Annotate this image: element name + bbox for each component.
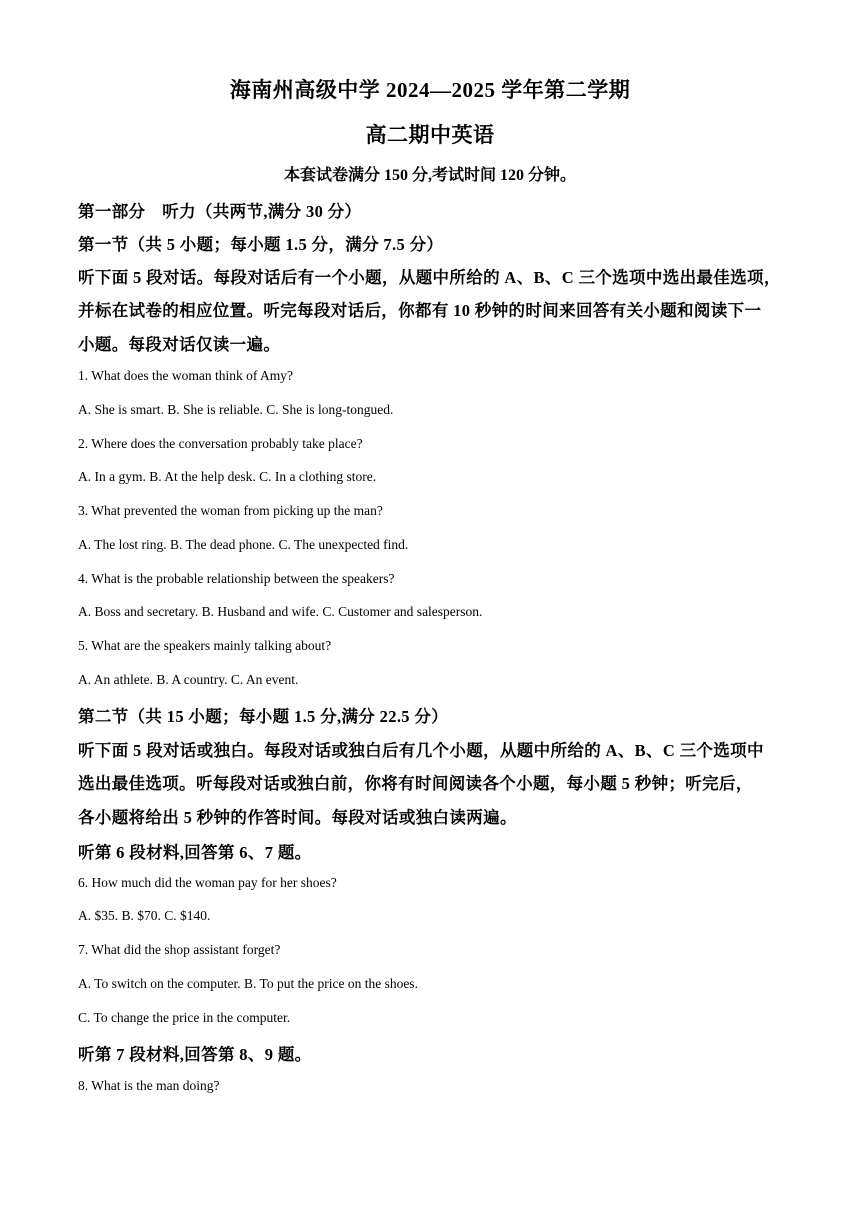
question-1: 1. What does the woman think of Amy? [78, 368, 293, 383]
section2-heading: 第二节（共 15 小题；每小题 1.5 分,满分 22.5 分） [78, 707, 449, 726]
question-7-options-line-1: A. To switch on the computer. B. To put the price on the shoes. [78, 976, 418, 991]
question-1-options: A. She is smart. B. She is reliable. C. She is long-tongued. [78, 402, 394, 417]
question-5-options: A. An athlete. B. A country. C. An event. [78, 672, 299, 687]
section2-instructions-line-3: 各小题将给出 5 秒钟的作答时间。每段对话或独白读两遍。 [78, 808, 517, 827]
question-6-options: A. $35. B. $70. C. $140. [78, 908, 211, 923]
section1-heading: 第一节（共 5 小题；每小题 1.5 分，满分 7.5 分） [78, 235, 444, 254]
material-7-heading: 听第 7 段材料,回答第 8、9 题。 [78, 1045, 312, 1064]
question-3-options: A. The lost ring. B. The dead phone. C. The unexpected find. [78, 537, 409, 552]
exam-subject-title: 高二期中英语 [365, 123, 495, 147]
question-7: 7. What did the shop assistant forget? [78, 942, 281, 957]
question-6: 6. How much did the woman pay for her shoes? [78, 875, 337, 890]
question-2: 2. Where does the conversation probably take place? [78, 436, 363, 451]
question-4-options: A. Boss and secretary. B. Husband and wife. C. Customer and salesperson. [78, 604, 483, 619]
section2-instructions-line-1: 听下面 5 段对话或独白。每段对话或独白后有几个小题，从题中所给的 A、B、C 三个选项中 [78, 741, 764, 760]
question-7-options-line-2: C. To change the price in the computer. [78, 1010, 291, 1025]
section1-instructions-line-1: 听下面 5 段对话。每段对话后有一个小题，从题中所给的 A、B、C 三个选项中选出最佳选项， [78, 268, 781, 287]
question-4: 4. What is the probable relationship between the speakers? [78, 571, 395, 586]
question-3: 3. What prevented the woman from picking up the man? [78, 503, 383, 518]
question-5: 5. What are the speakers mainly talking about? [78, 638, 332, 653]
exam-title: 海南州高级中学 2024—2025 学年第二学期 [229, 78, 631, 102]
question-8: 8. What is the man doing? [78, 1078, 220, 1093]
question-2-options: A. In a gym. B. At the help desk. C. In a clothing store. [78, 469, 377, 484]
part1-heading: 第一部分 听力（共两节,满分 30 分） [78, 202, 362, 221]
section1-instructions-line-2: 并标在试卷的相应位置。听完每段对话后，你都有 10 秒钟的时间来回答有关小题和阅读下一 [78, 301, 762, 320]
material-6-heading: 听第 6 段材料,回答第 6、7 题。 [78, 843, 312, 862]
section1-instructions-line-3: 小题。每段对话仅读一遍。 [78, 335, 281, 354]
section2-instructions-line-2: 选出最佳选项。听每段对话或独白前，你将有时间阅读各个小题，每小题 5 秒钟；听完后， [78, 774, 753, 793]
exam-info: 本套试卷满分 150 分,考试时间 120 分钟。 [283, 167, 576, 184]
